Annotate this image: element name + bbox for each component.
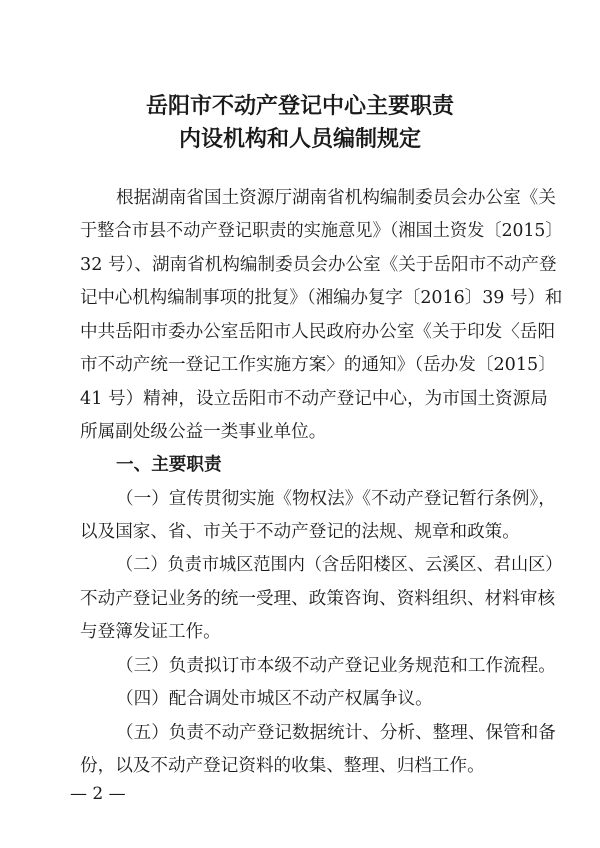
duty-line-9: 份，以及不动产登记资料的收集、整理、归档工作。 [80,756,485,776]
intro-line-8: 所属副处级公益一类事业单位。 [80,422,327,442]
intro-line-5: 中共岳阳市委办公室岳阳市人民政府办公室《关于印发〈岳阳 [80,322,556,342]
section-heading-duties: 一、主要职责 [116,455,222,475]
intro-line-4: 记中心机构编制事项的批复》（湘编办复字〔2016〕39 号）和 [80,288,563,308]
intro-line-2: 于整合市县不动产登记职责的实施意见》（湘国土资发〔2015〕 [80,221,563,241]
duty-line-5: 与登簿发证工作。 [80,622,221,642]
intro-line-3: 32 号）、湖南省机构编制委员会办公室《关于岳阳市不动产登 [80,255,557,275]
duty-line-2: 以及国家、省、市关于不动产登记的法规、规章和政策。 [80,522,520,542]
intro-line-1: 根据湖南省国土资源厅湖南省机构编制委员会办公室《关 [116,188,556,208]
duty-line-1: （一）宣传贯彻实施《物权法》《不动产登记暂行条例》， [116,489,556,509]
intro-line-7: 41 号）精神，设立岳阳市不动产登记中心，为市国土资源局 [80,389,548,409]
duty-line-7: （四）配合调处市城区不动产权属争议。 [116,689,433,709]
page-number: — 2 — [70,784,126,804]
document-title-line2: 内设机构和人员编制规定 [178,127,421,152]
duty-line-6: （三）负责拟订市本级不动产登记业务规范和工作流程。 [116,656,556,676]
document-title-line1: 岳阳市不动产登记中心主要职责 [145,94,454,119]
duty-line-4: 不动产登记业务的统一受理、政策咨询、资料组织、材料审核 [80,589,556,609]
duty-line-8: （五）负责不动产登记数据统计、分析、整理、保管和备 [116,723,556,743]
duty-line-3: （二）负责市城区范围内（含岳阳楼区、云溪区、君山区） [116,555,563,575]
intro-line-6: 市不动产统一登记工作实施方案〉的通知》（岳办发〔2015〕 [80,355,556,375]
